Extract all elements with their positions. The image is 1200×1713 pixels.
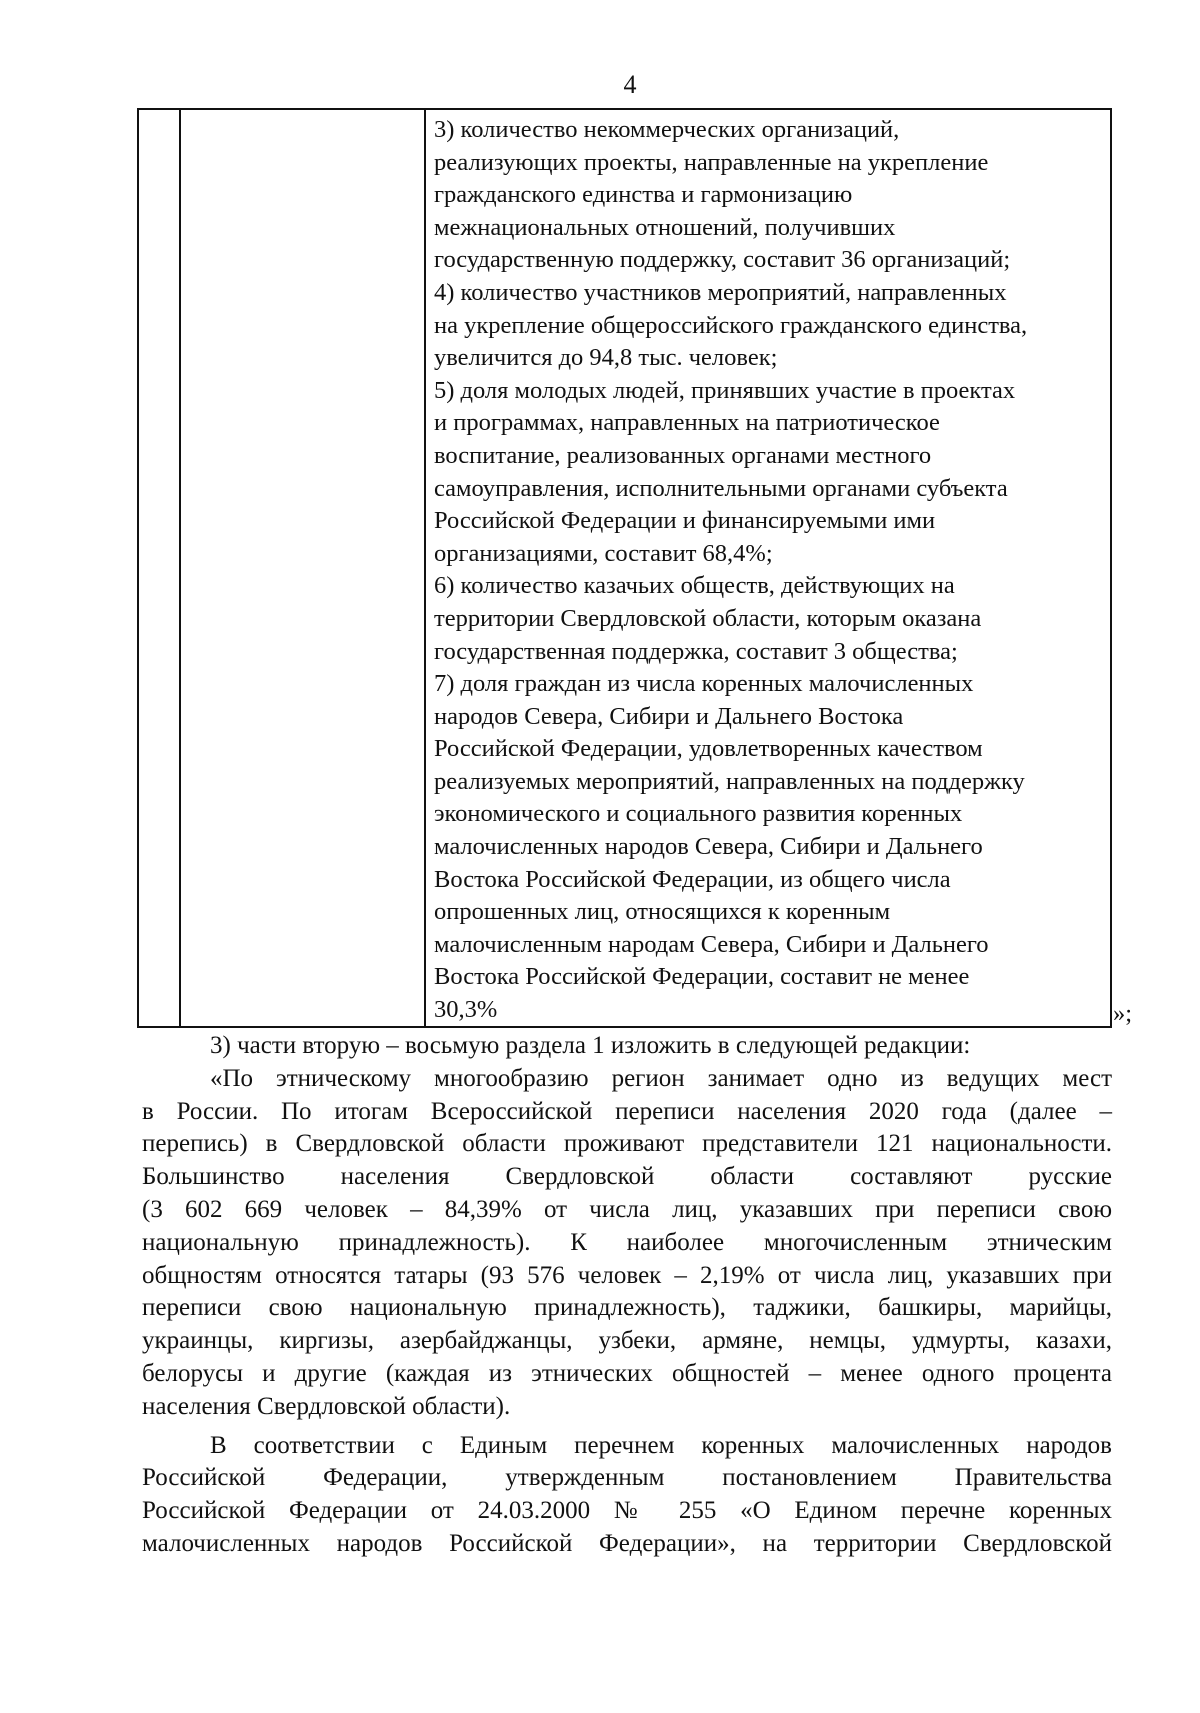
cell-line: народов Севера, Сибири и Дальнего Востока (434, 702, 904, 730)
cell-line: 4) количество участников мероприятий, направленных (434, 278, 1007, 306)
paragraph-line: 3) части вторую – восьмую раздела 1 изложить в следующей редакции: (210, 1032, 971, 1059)
cell-line: территории Свердловской области, которым оказана (434, 604, 982, 632)
cell-line: 30,3% (434, 996, 498, 1024)
cell-line: малочисленным народам Севера, Сибири и Дальнего (434, 930, 989, 958)
cell-line: опрошенных лиц, относящихся к коренным (434, 898, 891, 926)
paragraph-line: перепись) в Свердловской области проживают представители 121 национальности. (142, 1130, 1112, 1158)
cell-line: гражданского единства и гармонизацию (434, 181, 853, 209)
cell-line: экономического и социального развития коренных (434, 800, 963, 828)
paragraph-line: «По этническому многообразию регион занимает одно из ведущих мест (210, 1064, 1112, 1092)
cell-line: 3) количество некоммерческих организаций, (434, 116, 900, 143)
cell-line: на укрепление общероссийского гражданского единства, (434, 311, 1028, 339)
indicators-table (137, 108, 1112, 1028)
cell-line: государственная поддержка, составит 3 общества; (434, 637, 958, 665)
cell-line: реализующих проекты, направленные на укрепление (434, 148, 989, 176)
cell-line: государственную поддержку, составит 36 организаций; (434, 246, 1011, 274)
cell-line: межнациональных отношений, получивших (434, 213, 896, 241)
paragraph-line: белорусы и другие (каждая из этнических общностей – менее одного процента (142, 1359, 1112, 1387)
paragraph-line: национальную принадлежность). К наиболее многочисленным этническим (142, 1228, 1112, 1256)
cell-line: малочисленных народов Севера, Сибири и Дальнего (434, 833, 983, 861)
paragraph-line: в России. По итогам Всероссийской переписи населения 2020 года (далее – (142, 1097, 1112, 1125)
paragraph-line: общностям относятся татары (93 576 человек – 2,19% от числа лиц, указавших при (142, 1261, 1112, 1289)
paragraph-line: (3 602 669 человек – 84,39% от числа лиц, указавших при переписи свою (142, 1195, 1112, 1223)
cell-line: Востока Российской Федерации, из общего числа (434, 865, 951, 893)
paragraph-line: населения Свердловской области). (142, 1392, 511, 1420)
paragraph-line: украинцы, киргизы, азербайджанцы, узбеки, армяне, немцы, удмурты, казахи, (142, 1327, 1112, 1355)
table-column-divider (424, 110, 426, 1026)
cell-line: Российской Федерации и финансируемыми ими (434, 507, 936, 535)
paragraph-line: В соответствии с Единым перечнем коренных малочисленных народов (210, 1431, 1112, 1459)
page-number: 4 (623, 70, 637, 99)
cell-line: увеличится до 94,8 тыс. человек; (434, 344, 778, 372)
table-column-divider (179, 110, 181, 1026)
cell-line: реализуемых мероприятий, направленных на поддержку (434, 767, 1025, 795)
closing-quote: »; (1113, 1000, 1133, 1027)
cell-line: 5) доля молодых людей, принявших участие в проектах (434, 376, 1016, 404)
cell-line: организациями, составит 68,4%; (434, 539, 773, 567)
document-body (142, 1030, 1112, 1561)
paragraph-line: переписи свою национальную принадлежность), таджики, башкиры, марийцы, (142, 1294, 1112, 1322)
cell-line: и программах, направленных на патриотическое (434, 409, 940, 437)
paragraph-line: Российской Федерации, утвержденным постановлением Правительства (142, 1464, 1112, 1492)
cell-line: Российской Федерации, удовлетворенных качеством (434, 735, 983, 763)
cell-line: воспитание, реализованных органами местного (434, 441, 932, 469)
table-cell-indicators (434, 114, 1106, 1027)
paragraph-line: Большинство населения Свердловской области составляют русские (142, 1163, 1112, 1191)
paragraph-line: Российской Федерации от 24.03.2000 № 255 «О Едином перечне коренных (142, 1497, 1112, 1525)
cell-line: 7) доля граждан из числа коренных малочисленных (434, 670, 974, 698)
cell-line: самоуправления, исполнительными органами субъекта (434, 474, 1008, 502)
cell-line: Востока Российской Федерации, составит не менее (434, 963, 970, 991)
cell-line: 6) количество казачьих обществ, действующих на (434, 572, 955, 600)
paragraph-line: малочисленных народов Российской Федерации», на территории Свердловской (142, 1529, 1112, 1557)
